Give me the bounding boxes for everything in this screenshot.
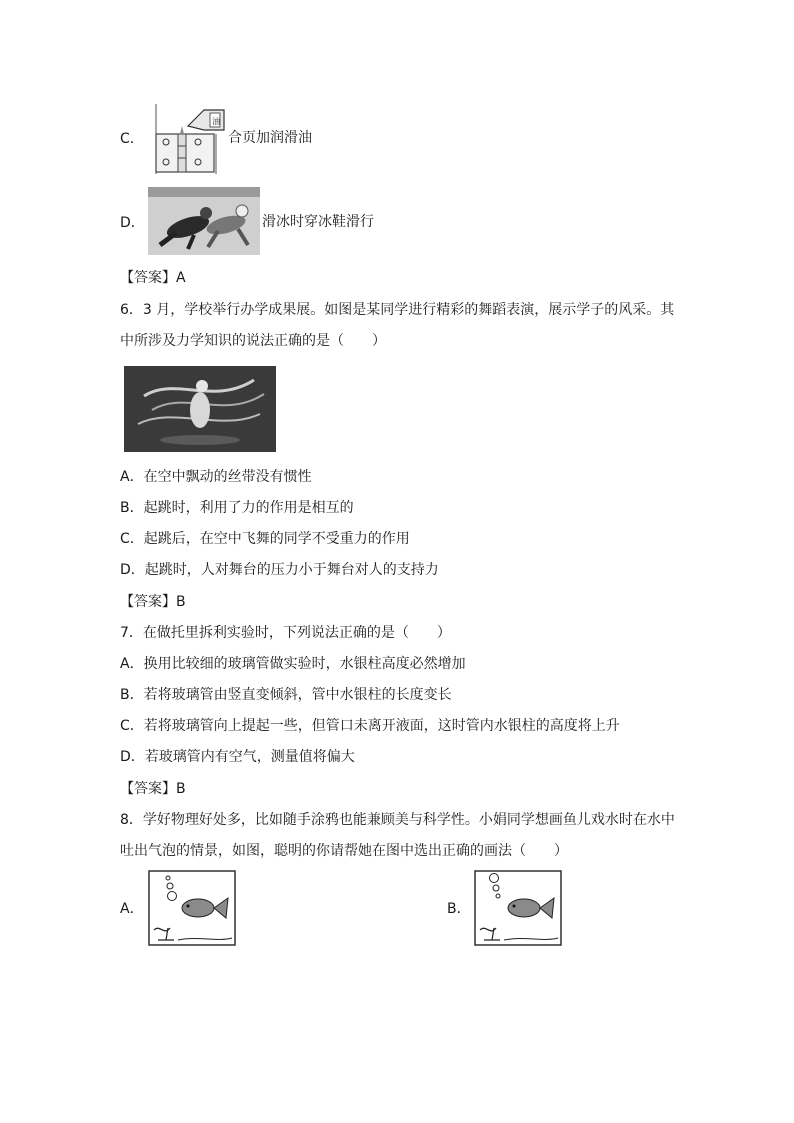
q6-option-b: B．起跳时，利用了力的作用是相互的 xyxy=(120,500,354,516)
q5-option-c-text: 合页加润滑油 xyxy=(228,130,312,146)
q7-stem: 7．在做托里拆利实验时，下列说法正确的是（ ） xyxy=(120,625,451,641)
hinge-oil-label: 油 xyxy=(212,117,220,126)
dance-performance-photo xyxy=(124,366,276,452)
speed-skating-photo xyxy=(148,187,260,255)
q5-option-c-letter: C． xyxy=(120,131,144,147)
hinge-oil-image xyxy=(148,104,228,174)
q8-stem-line1: 8．学好物理好处多，比如随手涂鸦也能兼顾美与科学性。小娟同学想画鱼儿戏水时在水中 xyxy=(120,812,675,828)
q8-option-a-letter: A． xyxy=(120,901,144,917)
fish-bubbles-drawing-a xyxy=(148,870,236,946)
q7-option-b: B．若将玻璃管由竖直变倾斜，管中水银柱的长度变长 xyxy=(120,687,452,703)
q7-option-a: A．换用比较细的玻璃管做实验时，水银柱高度必然增加 xyxy=(120,656,466,672)
fish-bubbles-drawing-b xyxy=(474,870,562,946)
q7-option-d: D．若玻璃管内有空气，测量值将偏大 xyxy=(120,749,355,765)
q6-option-d: D．起跳时，人对舞台的压力小于舞台对人的支持力 xyxy=(120,562,439,578)
q5-option-d-text: 滑冰时穿冰鞋滑行 xyxy=(262,214,374,230)
q6-option-c: C．起跳后，在空中飞舞的同学不受重力的作用 xyxy=(120,531,410,547)
q6-answer: 【答案】B xyxy=(120,594,186,610)
q7-option-c: C．若将玻璃管向上提起一些，但管口未离开液面，这时管内水银柱的高度将上升 xyxy=(120,718,620,734)
q8-option-b-letter: B． xyxy=(447,901,471,917)
q5-answer: 【答案】A xyxy=(120,270,186,286)
q5-option-d-letter: D． xyxy=(120,215,145,231)
q6-stem-line2: 中所涉及力学知识的说法正确的是（ ） xyxy=(120,333,386,349)
q8-stem-line2: 吐出气泡的情景，如图，聪明的你请帮她在图中选出正确的画法（ ） xyxy=(120,843,568,859)
q6-option-a: A．在空中飘动的丝带没有惯性 xyxy=(120,469,312,485)
q6-stem-line1: 6．3 月，学校举行办学成果展。如图是某同学进行精彩的舞蹈表演，展示学子的风采。其 xyxy=(120,302,675,318)
q7-answer: 【答案】B xyxy=(120,781,186,797)
